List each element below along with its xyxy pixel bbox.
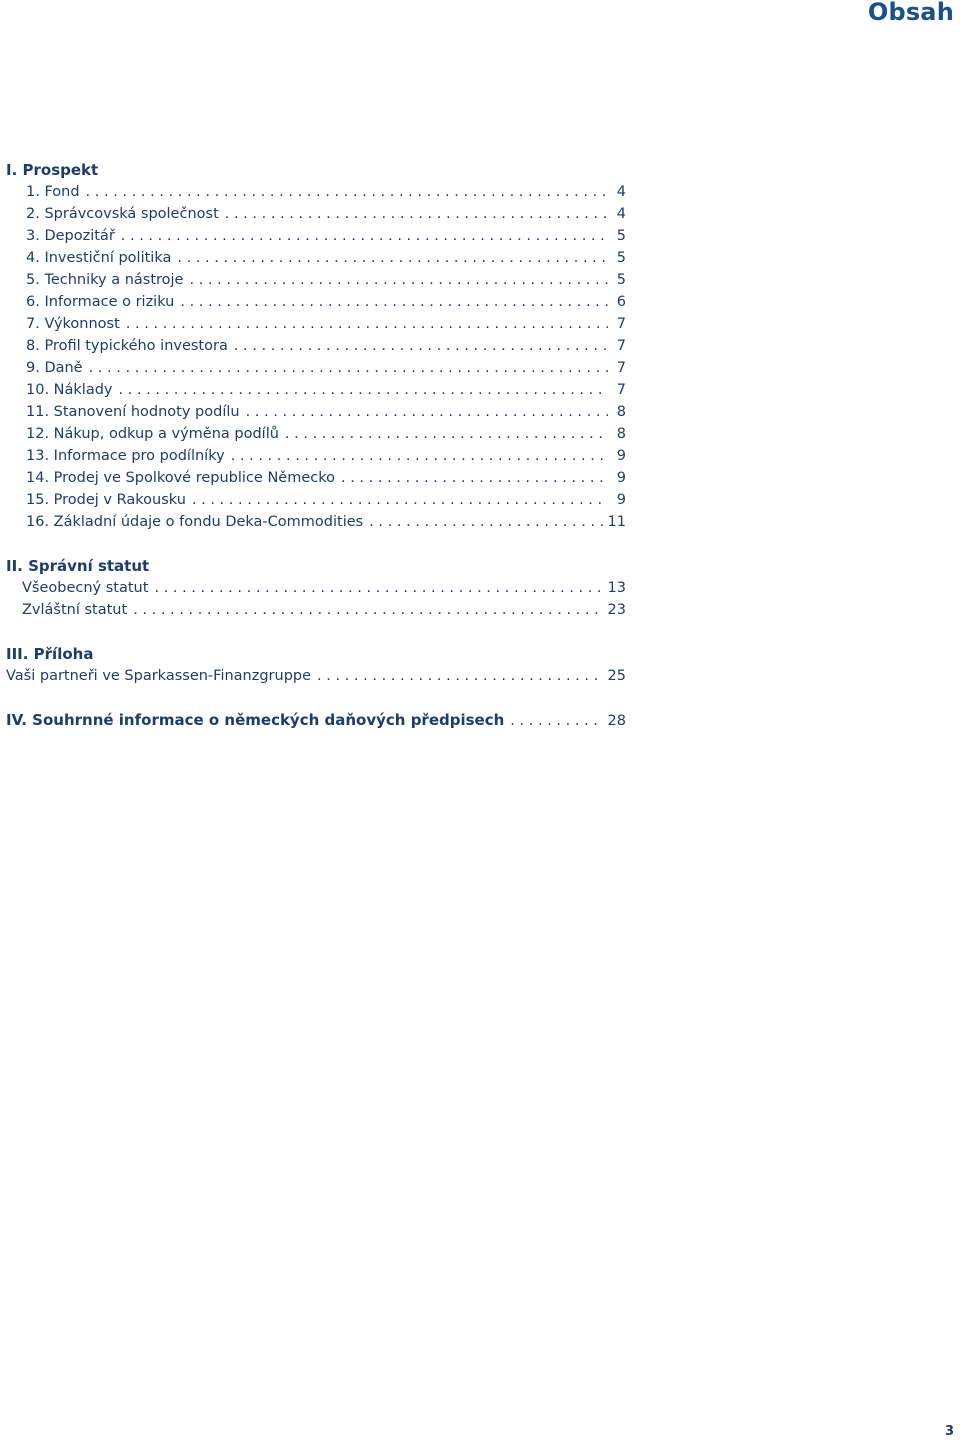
toc-entry-label: 12. Nákup, odkup a výměna podílů — [26, 426, 279, 442]
dot-leader — [189, 269, 608, 291]
toc-entry-naklady[interactable] — [6, 379, 626, 401]
section-heading-danove-predpisy: IV. Souhrnné informace o německých daňových předpisech — [6, 711, 505, 729]
toc-entry-informace-o-riziku[interactable] — [6, 291, 626, 313]
toc-entry-label: 8. Profil typického investora — [26, 338, 228, 354]
toc-entry-label: Vaši partneři ve Sparkassen-Finanzgruppe — [6, 668, 312, 684]
toc-entry-techniky-a-nastroje[interactable] — [6, 269, 626, 291]
toc-entry-label: 7. Výkonnost — [26, 316, 120, 332]
toc-entry-page: 7 — [616, 360, 626, 376]
toc-entry-page: 6 — [616, 294, 626, 310]
toc-entry-label: 4. Investiční politika — [26, 250, 172, 266]
toc-entry-page: 25 — [607, 668, 626, 684]
toc-entry-label: 6. Informace o riziku — [26, 294, 175, 310]
toc-entry-page: 11 — [607, 514, 626, 530]
section-spacer — [6, 687, 626, 709]
page-number: 3 — [944, 1424, 954, 1439]
toc-entry-page: 9 — [616, 448, 626, 464]
toc-entry-label: 2. Správcovská společnost — [26, 206, 219, 222]
table-of-contents — [6, 159, 626, 731]
toc-entry-zakladni-udaje[interactable] — [6, 511, 626, 533]
dot-leader — [180, 291, 608, 313]
toc-entry-label: 13. Informace pro podílníky — [26, 448, 225, 464]
dot-leader — [231, 445, 608, 467]
dot-leader — [369, 511, 603, 533]
section-heading-priloha: III. Příloha — [6, 645, 94, 663]
toc-entry-page: 7 — [616, 382, 626, 398]
toc-entry-page: 4 — [616, 206, 626, 222]
dot-leader — [86, 181, 608, 203]
dot-leader — [246, 401, 608, 423]
toc-entry-page: 9 — [616, 470, 626, 486]
dot-leader — [225, 203, 608, 225]
toc-entry-fond[interactable] — [6, 181, 626, 203]
dot-leader — [119, 379, 609, 401]
toc-entry-page: 8 — [616, 426, 626, 442]
toc-entry-prodej-rakousko[interactable] — [6, 489, 626, 511]
section-heading-spravni-statut: II. Správní statut — [6, 557, 150, 575]
dot-leader — [192, 489, 608, 511]
toc-entry-label: Zvláštní statut — [22, 602, 128, 618]
section-heading-prospekt: I. Prospekt — [6, 161, 99, 179]
dot-leader — [177, 247, 608, 269]
toc-entry-page: 13 — [607, 580, 626, 596]
toc-entry-vasi-partneri[interactable] — [6, 665, 626, 687]
toc-entry-zvlastni-statut[interactable] — [6, 599, 626, 621]
dot-leader — [121, 225, 608, 247]
toc-entry-page: 23 — [607, 602, 626, 618]
toc-entry-danove-predpisy[interactable] — [6, 709, 626, 731]
section-spacer — [6, 621, 626, 643]
dot-leader — [133, 599, 603, 621]
toc-entry-depozitar[interactable] — [6, 225, 626, 247]
toc-entry-page: 5 — [616, 250, 626, 266]
toc-entry-page: 8 — [616, 404, 626, 420]
dot-leader — [154, 577, 603, 599]
toc-entry-page: 7 — [616, 316, 626, 332]
toc-entry-label: 10. Náklady — [26, 382, 113, 398]
toc-entry-dane[interactable] — [6, 357, 626, 379]
toc-entry-label: 15. Prodej v Rakousku — [26, 492, 186, 508]
toc-entry-page: 9 — [616, 492, 626, 508]
toc-entry-page: 28 — [607, 713, 626, 729]
toc-entry-investicni-politika[interactable] — [6, 247, 626, 269]
toc-entry-label: 3. Depozitář — [26, 228, 115, 244]
toc-entry-label: 16. Základní údaje o fondu Deka-Commodities — [26, 514, 364, 530]
dot-leader — [317, 665, 604, 687]
toc-entry-nakup-odkup-vymena[interactable] — [6, 423, 626, 445]
dot-leader — [341, 467, 608, 489]
dot-leader — [510, 710, 603, 732]
toc-entry-stanoveni-hodnoty-podilu[interactable] — [6, 401, 626, 423]
dot-leader — [285, 423, 608, 445]
page-title: Obsah — [867, 0, 954, 26]
toc-entry-label: 9. Daně — [26, 360, 83, 376]
toc-entry-label: 1. Fond — [26, 184, 80, 200]
toc-entry-page: 4 — [616, 184, 626, 200]
toc-entry-page: 5 — [616, 272, 626, 288]
toc-entry-vykonnost[interactable] — [6, 313, 626, 335]
toc-entry-vseobecny-statut[interactable] — [6, 577, 626, 599]
toc-entry-label: 11. Stanovení hodnoty podílu — [26, 404, 240, 420]
dot-leader — [89, 357, 608, 379]
toc-entry-label: 5. Techniky a nástroje — [26, 272, 184, 288]
toc-entry-profil-typickeho-investora[interactable] — [6, 335, 626, 357]
section-spacer — [6, 533, 626, 555]
toc-entry-label: Všeobecný statut — [22, 580, 149, 596]
dot-leader — [126, 313, 608, 335]
toc-entry-label: 14. Prodej ve Spolkové republice Německo — [26, 470, 335, 486]
toc-entry-spravcovska-spolecnost[interactable] — [6, 203, 626, 225]
toc-entry-informace-pro-podilniky[interactable] — [6, 445, 626, 467]
toc-entry-page: 7 — [616, 338, 626, 354]
toc-entry-prodej-nemecko[interactable] — [6, 467, 626, 489]
toc-entry-page: 5 — [616, 228, 626, 244]
dot-leader — [234, 335, 608, 357]
